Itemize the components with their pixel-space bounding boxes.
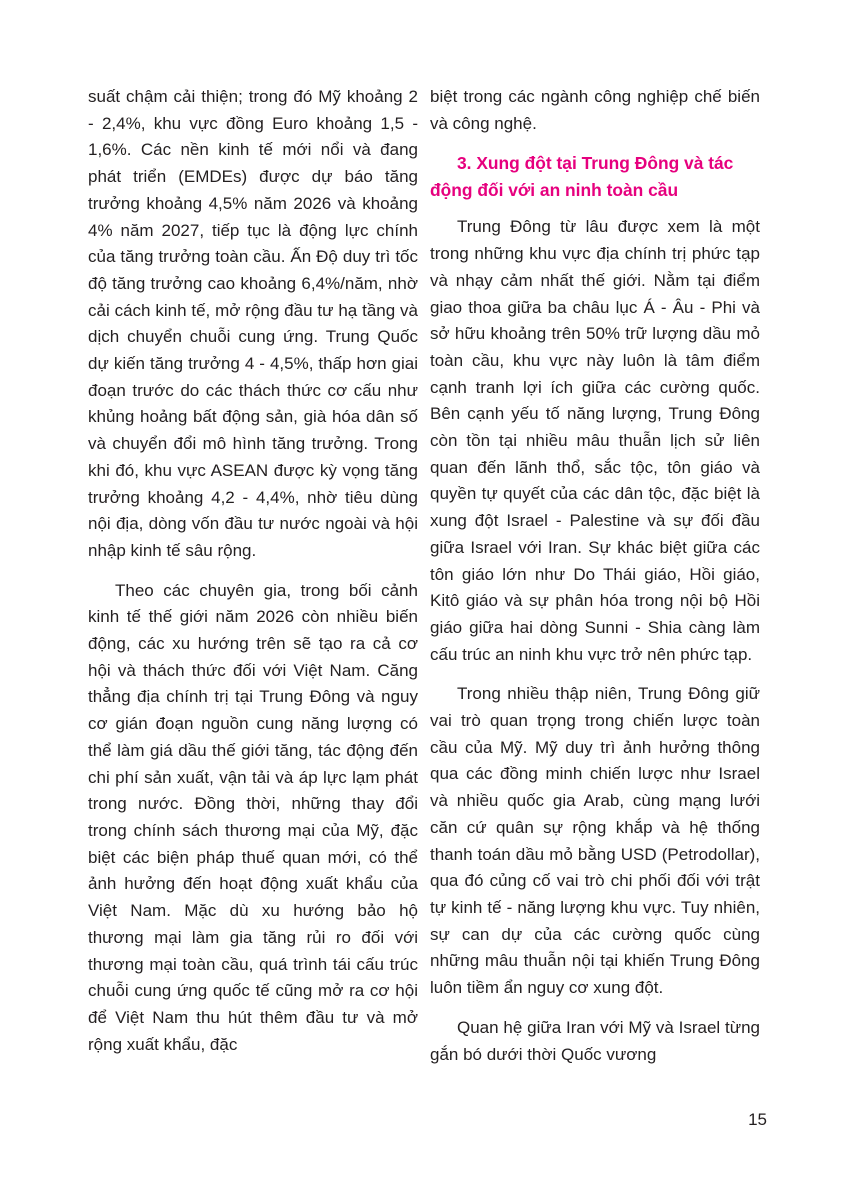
body-paragraph: suất chậm cải thiện; trong đó Mỹ khoảng 2 - 2,4%, khu vực đồng Euro khoảng 1,5 - 1,6%. Các nền kinh tế mới nổi và đang phát triển (EMDEs) được dự báo tăng trưởng khoảng 4,5% năm 2026 và khoảng 4% năm 2027, tiếp tục là động lực chính của tăng trưởng toàn cầu. Ấn Độ duy trì tốc độ tăng trưởng cao khoảng 6,4%/năm, nhờ cải cách kinh tế, mở rộng đầu tư hạ tầng và dịch chuyển chuỗi cung ứng. Trung Quốc dự kiến tăng trưởng 4 - 4,5%, thấp hơn giai đoạn trước do các thách thức cơ cấu như khủng hoảng bất động sản, già hóa dân số và chuyển đổi mô hình tăng trưởng. Trong khi đó, khu vực ASEAN được kỳ vọng tăng trưởng khoảng 4,2 - 4,4%, nhờ tiêu dùng nội địa, dòng vốn đầu tư nước ngoài và hội nhập kinh tế sâu rộng.	[88, 87, 418, 560]
body-paragraph: Trong nhiều thập niên, Trung Đông giữ vai trò quan trọng trong chiến lược toàn cầu của Mỹ. Mỹ duy trì ảnh hưởng thông qua các đồng minh chiến lược như Israel và nhiều quốc gia Arab, cùng mạng lưới căn cứ quân sự rộng khắp và hệ thống thanh toán dầu mỏ bằng USD (Petrodollar), qua đó củng cố vai trò chi phối đối với trật tự kinh tế - năng lượng khu vực. Tuy nhiên, sự can dự của các cường quốc cùng những mâu thuẫn nội tại khiến Trung Đông luôn tiềm ẩn nguy cơ xung đột.	[430, 684, 760, 998]
page-number: 15	[748, 1110, 767, 1129]
body-paragraph-continuation: biệt trong các ngành công nghiệp chế biến và công nghệ.	[430, 87, 760, 133]
body-paragraph: Trung Đông từ lâu được xem là một trong những khu vực địa chính trị phức tạp và nhạy cảm nhất thế giới. Nằm tại điểm giao thoa giữa ba châu lục Á - Âu - Phi và sở hữu khoảng trên 50% trữ lượng dầu mỏ toàn cầu, khu vực này luôn là tâm điểm cạnh tranh lợi ích giữa các cường quốc. Bên cạnh yếu tố năng lượng, Trung Đông còn tồn tại nhiều mâu thuẫn lịch sử liên quan đến lãnh thổ, sắc tộc, tôn giáo và quyền tự quyết của các dân tộc, đặc biệt là xung đột Israel - Palestine và sự đối đầu giữa Israel với Iran. Sự khác biệt giữa các tôn giáo lớn như Do Thái giáo, Hồi giáo, Kitô giáo và sự phân hóa trong nội bộ Hồi giáo giữa hai dòng Sunni - Shia càng làm cấu trúc an ninh khu vực trở nên phức tạp.	[430, 217, 760, 664]
body-paragraph: Quan hệ giữa Iran với Mỹ và Israel từng gắn bó dưới thời Quốc vương	[430, 1017, 760, 1064]
right-column	[430, 84, 760, 1081]
left-column	[88, 84, 418, 1071]
section-heading: 3. Xung đột tại Trung Đông và tác động đối với an ninh toàn cầu	[430, 153, 734, 201]
body-paragraph: Theo các chuyên gia, trong bối cảnh kinh tế thế giới năm 2026 còn nhiều biến động, các xu hướng trên sẽ tạo ra cả cơ hội và thách thức đối với Việt Nam. Căng thẳng địa chính trị tại Trung Đông và nguy cơ gián đoạn nguồn cung năng lượng có thể làm giá dầu thế giới tăng, tác động đến chi phí sản xuất, vận tải và áp lực lạm phát trong nước. Đồng thời, những thay đổi trong chính sách thương mại của Mỹ, đặc biệt các biện pháp thuế quan mới, có thể ảnh hưởng đến hoạt động xuất khẩu của Việt Nam. Mặc dù xu hướng bảo hộ thương mại làm gia tăng rủi ro đối với thương mại toàn cầu, quá trình tái cấu trúc chuỗi cung ứng quốc tế cũng mở ra cơ hội để Việt Nam thu hút thêm đầu tư và mở rộng xuất khẩu, đặc	[88, 580, 418, 1054]
